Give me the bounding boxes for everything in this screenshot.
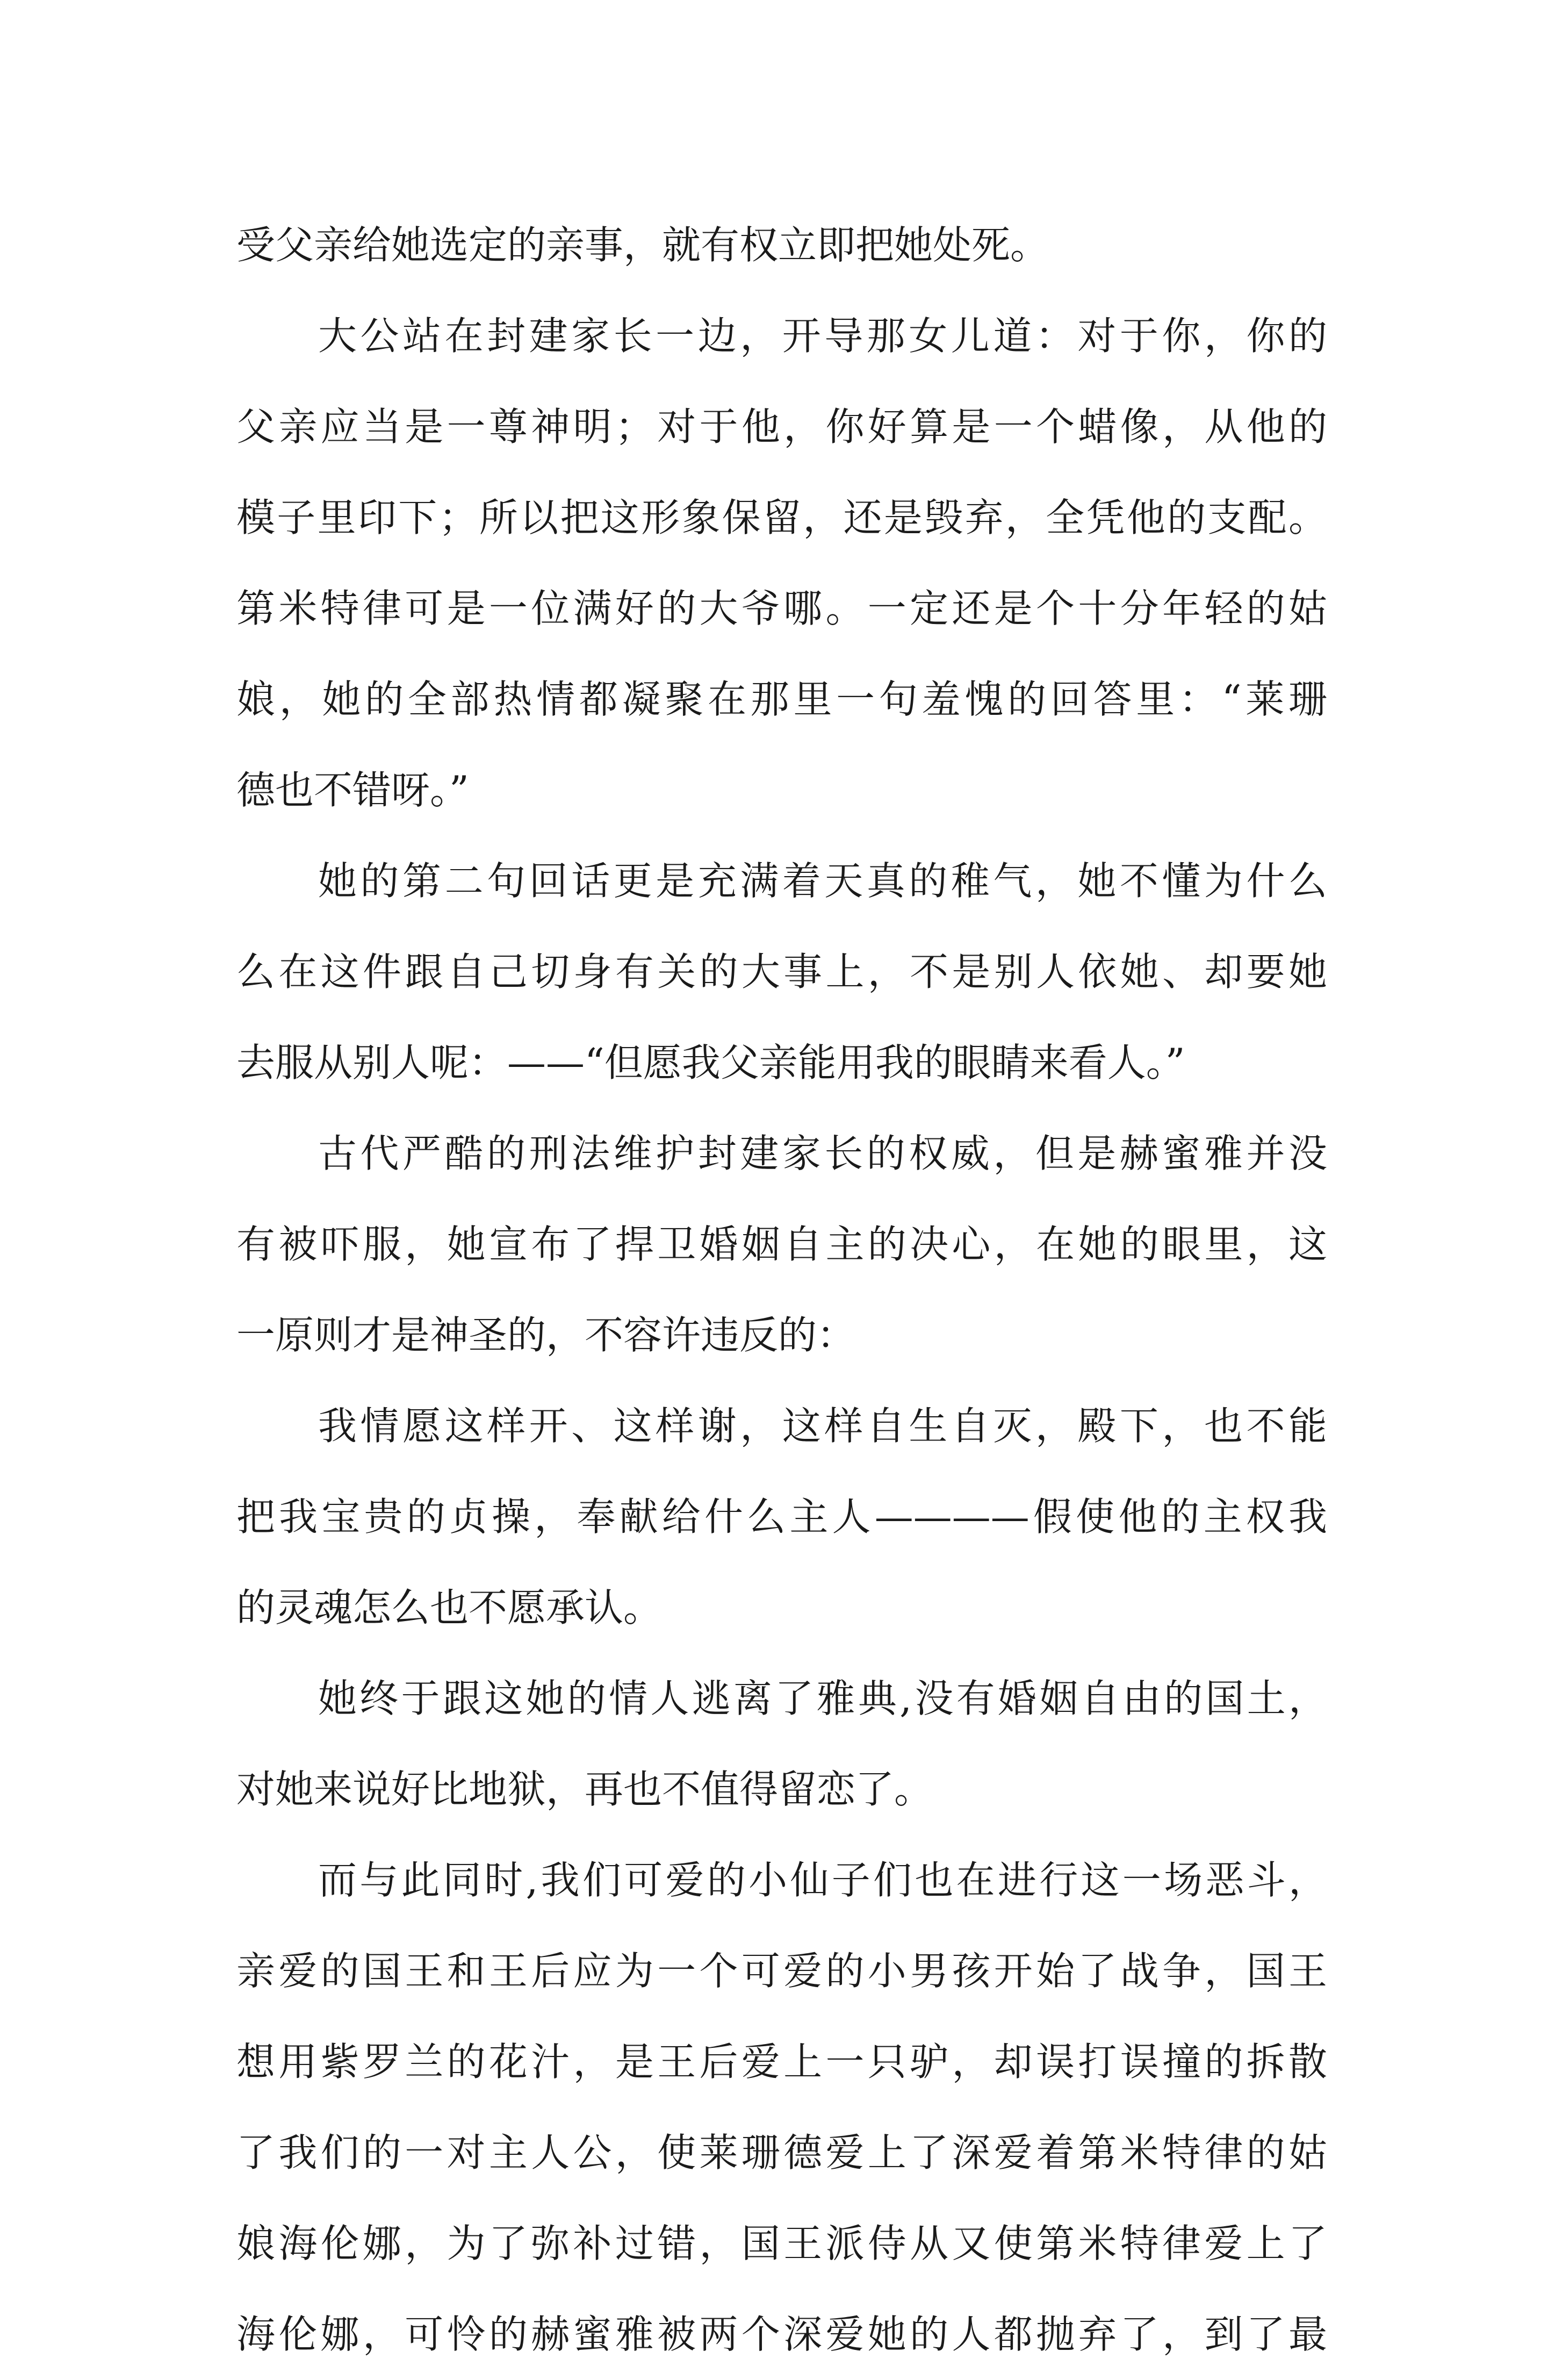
text-line: 娘海伦娜，为了弥补过错，国王派侍从又使第米特律爱上了 (236, 2221, 1327, 2266)
text-line: 第米特律可是一位满好的大爷哪。一定还是个十分年轻的姑 (236, 586, 1327, 631)
text-line: 我情愿这样开、这样谢，这样自生自灭，殿下，也不能 (318, 1403, 1327, 1449)
text-line: 对她来说好比地狱，再也不值得留恋了。 (236, 1767, 933, 1812)
text-line: 她的第二句回话更是充满着天真的稚气，她不懂为什么 (318, 858, 1327, 904)
text-line: 把我宝贵的贞操，奉献给什么主人————假使他的主权我 (236, 1494, 1327, 1539)
text-line: 了我们的一对主人公，使莱珊德爱上了深爱着第米特律的姑 (236, 2130, 1327, 2175)
text-line: 大公站在封建家长一边，开导那女儿道：对于你，你的 (318, 313, 1327, 359)
text-line: 一原则才是神圣的，不容许违反的： (236, 1313, 856, 1358)
text-line: 去服从别人呢：——“但愿我父亲能用我的眼睛来看人。” (236, 1040, 1185, 1085)
body-text (236, 200, 1327, 2380)
text-line: 娘，她的全部热情都凝聚在那里一句羞愧的回答里：“莱珊 (236, 677, 1327, 722)
text-line: 受父亲给她选定的亲事，就有权立即把她处死。 (236, 223, 1049, 268)
text-line: 的灵魂怎么也不愿承认。 (236, 1585, 663, 1630)
text-line: 古代严酷的刑法维护封建家长的权威，但是赫蜜雅并没 (318, 1131, 1327, 1176)
text-line: 而与此同时,我们可爱的小仙子们也在进行这一场恶斗， (318, 1858, 1327, 1903)
text-line: 模子里印下；所以把这形象保留，还是毁弃，全凭他的支配。 (236, 495, 1327, 540)
text-line: 父亲应当是一尊神明；对于他，你好算是一个蜡像，从他的 (236, 404, 1327, 449)
text-line: 亲爱的国王和王后应为一个可爱的小男孩开始了战争，国王 (236, 1948, 1327, 1994)
text-line: 么在这件跟自己切身有关的大事上，不是别人依她、却要她 (236, 949, 1327, 994)
text-line: 想用紫罗兰的花汁，是王后爱上一只驴，却误打误撞的拆散 (236, 2039, 1327, 2084)
text-line: 她终于跟这她的情人逃离了雅典,没有婚姻自由的国土， (318, 1676, 1327, 1721)
text-line: 有被吓服，她宣布了捍卫婚姻自主的决心，在她的眼里，这 (236, 1222, 1327, 1267)
text-line: 德也不错呀。” (236, 768, 469, 813)
text-line: 海伦娜，可怜的赫蜜雅被两个深爱她的人都抛弃了，到了最 (236, 2312, 1327, 2357)
